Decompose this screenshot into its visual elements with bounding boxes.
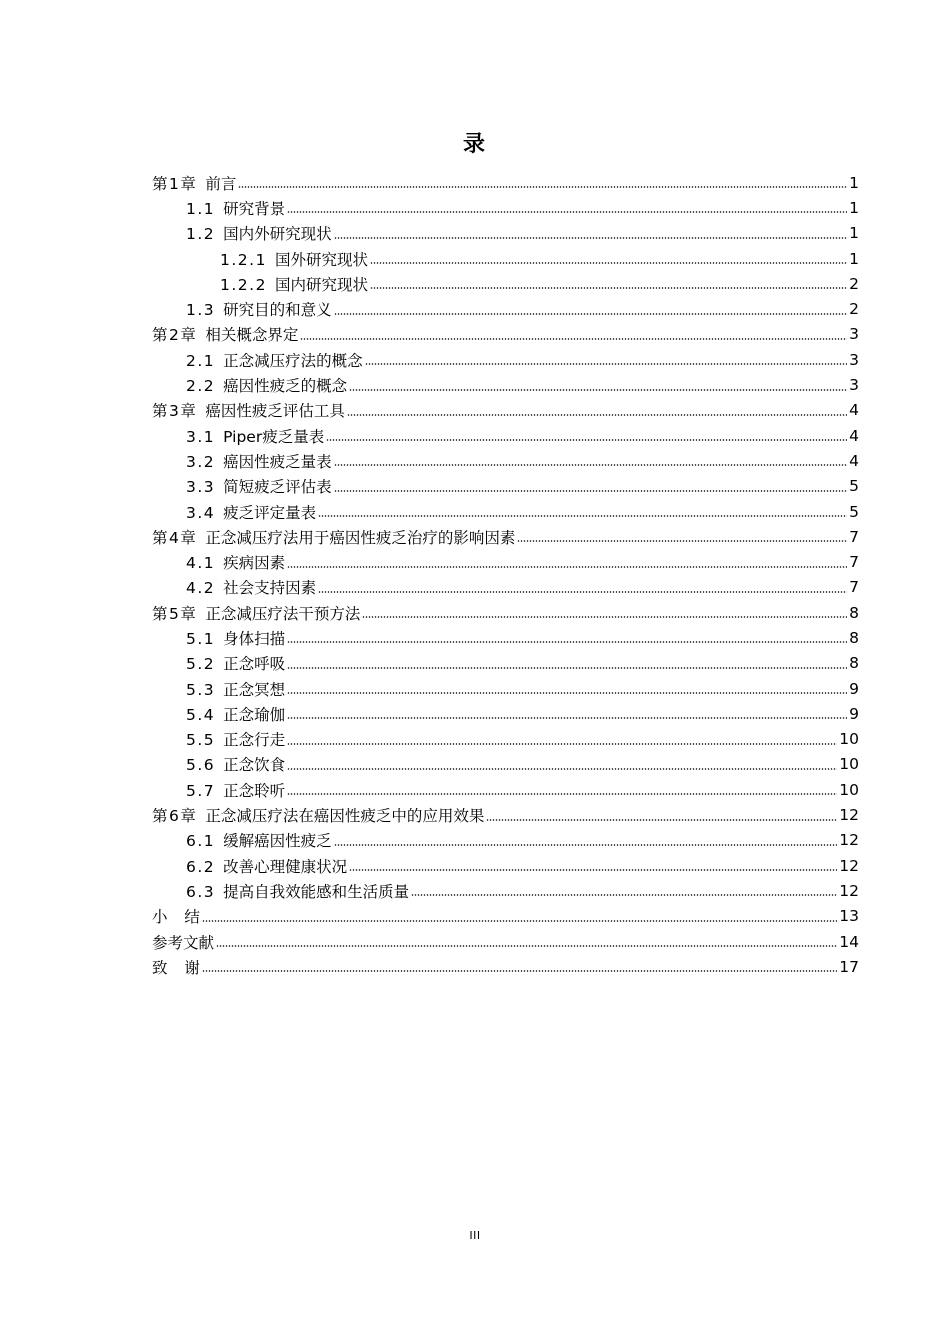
toc-entry-text: 前言 bbox=[205, 174, 237, 193]
toc-entry-text: 身体扫描 bbox=[223, 629, 286, 648]
toc-entry-label bbox=[152, 956, 200, 978]
toc-entry-label bbox=[152, 931, 214, 953]
toc-entry[interactable] bbox=[152, 221, 859, 246]
toc-leader-dots bbox=[216, 945, 837, 947]
toc-entry-text: 癌因性疲乏的概念 bbox=[223, 377, 348, 396]
toc-entry-page: 8 bbox=[849, 628, 859, 647]
toc-leader-dots bbox=[334, 844, 838, 846]
toc-entry[interactable] bbox=[152, 853, 859, 878]
toc-entry-page: 9 bbox=[849, 704, 859, 723]
toc-entry-text: 正念瑜伽 bbox=[223, 705, 286, 724]
toc-entry-label bbox=[186, 374, 347, 396]
toc-entry-page: 4 bbox=[849, 401, 859, 420]
toc-leader-dots bbox=[202, 970, 837, 972]
toc-entry-number: 2.1 bbox=[186, 351, 216, 370]
toc-leader-dots bbox=[287, 667, 847, 669]
toc-leader-dots bbox=[318, 515, 847, 517]
toc-entry-text: 简短疲乏评估表 bbox=[223, 478, 332, 497]
toc-entry[interactable] bbox=[152, 625, 859, 650]
toc-entry[interactable] bbox=[152, 296, 859, 321]
toc-entry-number: 1.2.2 bbox=[220, 275, 267, 294]
toc-entry-page: 8 bbox=[849, 603, 859, 622]
toc-entry-page: 3 bbox=[849, 350, 859, 369]
toc-entry[interactable] bbox=[152, 701, 859, 726]
toc-entry-text: 正念减压疗法干预方法 bbox=[205, 604, 361, 623]
toc-leader-dots bbox=[287, 566, 847, 568]
toc-leader-dots bbox=[334, 237, 847, 239]
toc-entry-page: 10 bbox=[839, 780, 859, 799]
toc-entry[interactable] bbox=[152, 904, 859, 929]
toc-entry-number: 3.2 bbox=[186, 452, 216, 471]
toc-entry[interactable] bbox=[152, 246, 859, 271]
toc-entry[interactable] bbox=[152, 777, 859, 802]
toc-leader-dots bbox=[287, 768, 837, 770]
toc-entry-number: 5.1 bbox=[186, 629, 216, 648]
toc-entry-label bbox=[186, 450, 332, 472]
toc-entry-text: 疲乏评定量表 bbox=[223, 503, 317, 522]
toc-entry-text: 正念呼吸 bbox=[223, 655, 286, 674]
toc-entry-number: 第4章 bbox=[152, 528, 198, 547]
toc-entry-text: 研究目的和意义 bbox=[223, 301, 332, 320]
toc-entry-number: 1.2.1 bbox=[220, 250, 267, 269]
toc-leader-dots bbox=[370, 287, 847, 289]
toc-entry-page: 2 bbox=[849, 300, 859, 319]
toc-entry-number: 2.2 bbox=[186, 377, 216, 396]
toc-entry-page: 10 bbox=[839, 755, 859, 774]
toc-entry-page: 5 bbox=[849, 502, 859, 521]
toc-entry-label bbox=[186, 475, 332, 497]
toc-entry-label bbox=[186, 197, 285, 219]
toc-entry-label bbox=[186, 425, 324, 447]
toc-entry-label bbox=[152, 526, 515, 548]
toc-entry-number: 5.2 bbox=[186, 655, 216, 674]
toc-entry[interactable] bbox=[152, 372, 859, 397]
toc-entry-text: 癌因性疲乏评估工具 bbox=[205, 402, 345, 421]
toc-entry-text: 正念行走 bbox=[223, 731, 286, 750]
toc-entry-text: 小 结 bbox=[152, 908, 200, 927]
toc-entry-page: 1 bbox=[849, 249, 859, 268]
toc-entry[interactable] bbox=[152, 600, 859, 625]
toc-entry[interactable] bbox=[152, 575, 859, 600]
toc-entry-number: 6.1 bbox=[186, 832, 216, 851]
toc-entry-page: 4 bbox=[849, 426, 859, 445]
toc-entry-label bbox=[186, 829, 332, 851]
toc-entry[interactable] bbox=[152, 271, 859, 296]
toc-entry-text: 正念减压疗法在癌因性疲乏中的应用效果 bbox=[205, 807, 485, 826]
toc-entry-page: 12 bbox=[839, 881, 859, 900]
toc-entry-text: 参考文献 bbox=[152, 933, 215, 952]
toc-entry-text: 癌因性疲乏量表 bbox=[223, 452, 332, 471]
toc-leader-dots bbox=[334, 490, 847, 492]
toc-entry-text: 研究背景 bbox=[223, 199, 286, 218]
toc-entry-number: 第2章 bbox=[152, 326, 198, 345]
toc-entry-number: 第6章 bbox=[152, 807, 198, 826]
toc-entry-label bbox=[186, 349, 363, 371]
toc-entry-number: 1.1 bbox=[186, 199, 216, 218]
toc-entry-label bbox=[186, 222, 332, 244]
toc-entry-text: 致 谢 bbox=[152, 958, 200, 977]
toc-leader-dots bbox=[349, 389, 847, 391]
toc-entry-page: 1 bbox=[849, 224, 859, 243]
table-of-contents bbox=[152, 170, 859, 980]
toc-entry-text: 国内研究现状 bbox=[274, 275, 368, 294]
toc-entry-text: Piper疲乏量表 bbox=[223, 427, 325, 446]
toc-entry-label bbox=[152, 323, 298, 345]
toc-entry-number: 3.3 bbox=[186, 478, 216, 497]
toc-entry-label bbox=[186, 703, 285, 725]
toc-entry[interactable] bbox=[152, 195, 859, 220]
toc-entry-label bbox=[186, 855, 347, 877]
toc-entry-label bbox=[152, 804, 484, 826]
toc-leader-dots bbox=[411, 894, 837, 896]
toc-entry-number: 3.4 bbox=[186, 503, 216, 522]
toc-entry-number: 5.7 bbox=[186, 781, 216, 800]
toc-entry-page: 12 bbox=[839, 831, 859, 850]
toc-entry-text: 正念聆听 bbox=[223, 781, 286, 800]
toc-entry-number: 1.3 bbox=[186, 301, 216, 320]
toc-entry-page: 17 bbox=[839, 957, 859, 976]
toc-entry-text: 正念饮食 bbox=[223, 756, 286, 775]
toc-entry[interactable] bbox=[152, 929, 859, 954]
toc-entry[interactable] bbox=[152, 474, 859, 499]
toc-entry-label bbox=[152, 602, 360, 624]
toc-entry-number: 4.1 bbox=[186, 554, 216, 573]
toc-entry-number: 6.3 bbox=[186, 882, 216, 901]
toc-entry[interactable] bbox=[152, 322, 859, 347]
toc-entry-page: 1 bbox=[849, 198, 859, 217]
page-number: III bbox=[469, 1229, 481, 1242]
toc-entry-page: 7 bbox=[849, 553, 859, 572]
toc-entry[interactable] bbox=[152, 499, 859, 524]
toc-entry-label bbox=[186, 551, 285, 573]
toc-entry-page: 14 bbox=[839, 932, 859, 951]
toc-leader-dots bbox=[347, 414, 847, 416]
toc-entry-page: 3 bbox=[849, 325, 859, 344]
toc-entry[interactable] bbox=[152, 170, 859, 195]
toc-entry[interactable] bbox=[152, 549, 859, 574]
toc-entry-number: 5.6 bbox=[186, 756, 216, 775]
toc-entry-page: 1 bbox=[849, 173, 859, 192]
toc-entry-text: 正念减压疗法用于癌因性疲乏治疗的影响因素 bbox=[205, 528, 516, 547]
toc-entry-text: 疾病因素 bbox=[223, 554, 286, 573]
toc-entry-text: 国内外研究现状 bbox=[223, 225, 332, 244]
toc-entry-text: 国外研究现状 bbox=[274, 250, 368, 269]
toc-entry-label bbox=[186, 753, 285, 775]
toc-entry[interactable] bbox=[152, 828, 859, 853]
toc-entry-number: 4.2 bbox=[186, 579, 216, 598]
toc-leader-dots bbox=[362, 616, 847, 618]
toc-leader-dots bbox=[326, 439, 847, 441]
toc-entry-number: 第3章 bbox=[152, 402, 198, 421]
toc-entry-page: 4 bbox=[849, 451, 859, 470]
toc-leader-dots bbox=[287, 793, 837, 795]
toc-entry-page: 12 bbox=[839, 806, 859, 825]
toc-entry-label bbox=[186, 298, 332, 320]
toc-entry-number: 1.2 bbox=[186, 225, 216, 244]
toc-entry-page: 9 bbox=[849, 679, 859, 698]
toc-entry-text: 正念减压疗法的概念 bbox=[223, 351, 363, 370]
toc-entry-page: 10 bbox=[839, 730, 859, 749]
toc-leader-dots bbox=[334, 464, 847, 466]
toc-leader-dots bbox=[370, 262, 847, 264]
toc-leader-dots bbox=[300, 338, 847, 340]
toc-entry-label bbox=[186, 678, 285, 700]
toc-entry-label bbox=[186, 779, 285, 801]
toc-entry-page: 12 bbox=[839, 856, 859, 875]
toc-entry-text: 缓解癌因性疲乏 bbox=[223, 832, 332, 851]
toc-leader-dots bbox=[318, 591, 847, 593]
toc-entry-label bbox=[152, 905, 200, 927]
toc-entry[interactable] bbox=[152, 524, 859, 549]
toc-entry-number: 6.2 bbox=[186, 857, 216, 876]
toc-entry-page: 7 bbox=[849, 527, 859, 546]
toc-entry-label bbox=[186, 501, 316, 523]
toc-entry-number: 5.5 bbox=[186, 731, 216, 750]
toc-leader-dots bbox=[238, 186, 847, 188]
toc-entry-text: 正念冥想 bbox=[223, 680, 286, 699]
toc-leader-dots bbox=[287, 717, 847, 719]
toc-entry-page: 5 bbox=[849, 477, 859, 496]
toc-entry-page: 2 bbox=[849, 274, 859, 293]
toc-entry-page: 7 bbox=[849, 578, 859, 597]
toc-leader-dots bbox=[287, 211, 847, 213]
toc-entry-number: 第5章 bbox=[152, 604, 198, 623]
toc-entry-page: 3 bbox=[849, 376, 859, 395]
toc-entry-label bbox=[186, 652, 285, 674]
toc-entry-text: 相关概念界定 bbox=[205, 326, 299, 345]
toc-entry[interactable] bbox=[152, 448, 859, 473]
toc-entry[interactable] bbox=[152, 651, 859, 676]
toc-entry[interactable] bbox=[152, 752, 859, 777]
toc-entry-label bbox=[186, 576, 316, 598]
toc-leader-dots bbox=[334, 313, 847, 315]
toc-entry-number: 第1章 bbox=[152, 174, 198, 193]
toc-entry-label bbox=[152, 399, 345, 421]
toc-entry-text: 改善心理健康状况 bbox=[223, 857, 348, 876]
toc-entry[interactable] bbox=[152, 727, 859, 752]
toc-entry[interactable] bbox=[152, 398, 859, 423]
toc-entry-text: 提高自我效能感和生活质量 bbox=[223, 882, 410, 901]
toc-leader-dots bbox=[486, 819, 837, 821]
toc-entry-number: 3.1 bbox=[186, 427, 216, 446]
toc-leader-dots bbox=[202, 920, 837, 922]
toc-leader-dots bbox=[287, 743, 837, 745]
toc-leader-dots bbox=[287, 692, 847, 694]
toc-entry-page: 8 bbox=[849, 654, 859, 673]
toc-leader-dots bbox=[287, 641, 847, 643]
toc-entry-label bbox=[152, 172, 236, 194]
toc-entry-page: 13 bbox=[839, 907, 859, 926]
toc-entry[interactable] bbox=[152, 423, 859, 448]
toc-entry-label bbox=[220, 248, 368, 270]
toc-leader-dots bbox=[365, 363, 847, 365]
toc-entry[interactable] bbox=[152, 878, 859, 903]
toc-entry-number: 5.3 bbox=[186, 680, 216, 699]
toc-leader-dots bbox=[517, 540, 847, 542]
toc-entry-label bbox=[220, 273, 368, 295]
toc-entry-number: 5.4 bbox=[186, 705, 216, 724]
toc-title: 录 bbox=[462, 132, 487, 157]
toc-entry-text: 社会支持因素 bbox=[223, 579, 317, 598]
toc-entry[interactable] bbox=[152, 676, 859, 701]
toc-entry-label bbox=[186, 728, 285, 750]
toc-entry-label bbox=[186, 627, 285, 649]
toc-entry-label bbox=[186, 880, 409, 902]
toc-leader-dots bbox=[349, 869, 837, 871]
toc-entry[interactable] bbox=[152, 802, 859, 827]
toc-entry[interactable] bbox=[152, 954, 859, 979]
toc-entry[interactable] bbox=[152, 347, 859, 372]
